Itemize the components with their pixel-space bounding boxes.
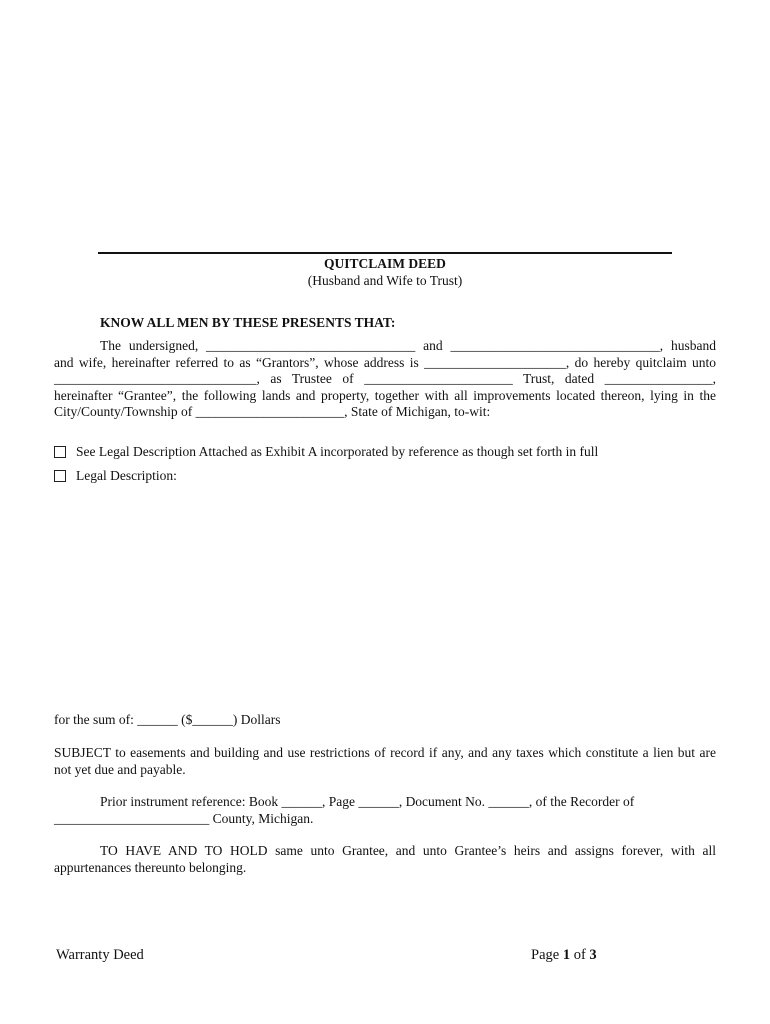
- footer-document-type: Warranty Deed: [56, 947, 144, 963]
- habendum-line: appurtenances thereunto belonging.: [54, 859, 247, 875]
- body-line: ______________________________, as Trustee of ______________________ Trust, dated ________________,: [54, 371, 716, 386]
- know-all-heading: KNOW ALL MEN BY THESE PRESENTS THAT:: [100, 315, 396, 330]
- legal-description-label: Legal Description:: [76, 468, 177, 483]
- subject-paragraph: [54, 745, 716, 778]
- exhibit-a-label: See Legal Description Attached as Exhibit A incorporated by reference as though set forth in full: [76, 444, 599, 459]
- body-line: City/County/Township of ______________________, State of Michigan, to-wit:: [54, 404, 491, 419]
- page-current: 1: [562, 947, 571, 963]
- subject-line: not yet due and payable.: [54, 761, 186, 777]
- subject-line: SUBJECT to easements and building and use restrictions of record if any, and any taxes which constitute a lien but are: [54, 745, 716, 760]
- legal-description-option[interactable]: [54, 468, 177, 484]
- exhibit-a-option[interactable]: [54, 444, 598, 460]
- prior-instrument-paragraph: [54, 794, 716, 827]
- body-line: and wife, hereinafter referred to as “Grantors”, whose address is _____________________, do hereby quitclaim unto: [54, 354, 716, 370]
- document-subtitle: (Husband and Wife to Trust): [307, 273, 463, 288]
- page-number: [531, 947, 597, 964]
- exhibit-a-checkbox[interactable]: [54, 446, 66, 458]
- document-title: QUITCLAIM DEED: [324, 256, 446, 271]
- body-line: The undersigned, _______________________________ and _______________________________, husband: [100, 338, 716, 353]
- page-total: 3: [589, 947, 597, 963]
- conveyance-paragraph: [54, 338, 716, 421]
- page-prefix: Page: [531, 947, 560, 963]
- prior-line: Prior instrument reference: Book ______, Page ______, Document No. ______, of the Recorder of: [100, 794, 635, 809]
- header-rule: [98, 252, 672, 254]
- prior-line: _______________________ County, Michigan.: [54, 810, 314, 826]
- legal-description-checkbox[interactable]: [54, 470, 66, 482]
- consideration-line: for the sum of: ______ ($______) Dollars: [54, 712, 281, 727]
- page-of: of: [573, 947, 586, 963]
- body-line: hereinafter “Grantee”, the following lands and property, together with all improvements located thereon, lying in the: [54, 387, 716, 403]
- habendum-line: TO HAVE AND TO HOLD same unto Grantee, and unto Grantee’s heirs and assigns forever, with all: [100, 843, 716, 858]
- habendum-paragraph: [54, 843, 716, 876]
